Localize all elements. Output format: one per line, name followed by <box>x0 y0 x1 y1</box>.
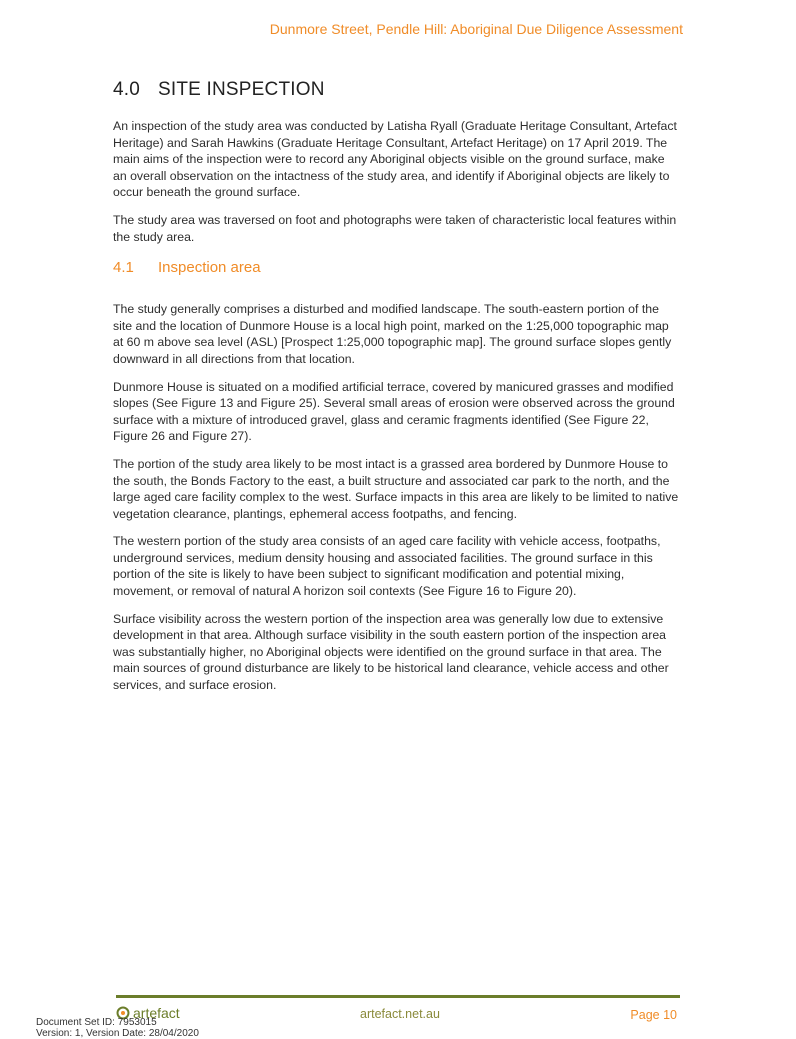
footer-divider <box>116 995 680 998</box>
section-number: 4.0 <box>113 79 141 100</box>
section-title: SITE INSPECTION <box>158 79 325 100</box>
running-header: Dunmore Street, Pendle Hill: Aboriginal Due Diligence Assessment <box>269 21 683 37</box>
paragraph: Dunmore House is situated on a modified artificial terrace, covered by manicured grasses and modified slopes (See Figure 13 and Figure 25). Several small areas of erosion were observed across the ground surface with a mixture of introduced gravel, glass and ceramic fragments identified (See Figure 22, Figure 26 and Figure 27). <box>113 379 675 444</box>
paragraph: The study generally comprises a disturbed and modified landscape. The south-eastern portion of the site and the location of Dunmore House is a local high point, marked on the 1:25,000 topographic map at 60 m above sea level (ASL) [Prospect 1:25,000 topographic map]. The ground surface slopes gently downward in all directions from that location. <box>113 302 672 366</box>
paragraph: The portion of the study area likely to be most intact is a grassed area bordered by Dunmore House to the south, the Bonds Factory to the east, a built structure and associated car park to the north, and the large aged care facility complex to the west. Surface impacts in this area are likely to be limited to native vegetation clearance, plantings, ephemeral access footpaths, and fencing. <box>113 456 679 521</box>
logo-text: artefact <box>133 1005 180 1021</box>
doc-set-id: Document Set ID: 7953015 <box>36 1017 157 1028</box>
paragraph: An inspection of the study area was conducted by Latisha Ryall (Graduate Heritage Consultant, Artefact Heritage) and Sarah Hawkins (Graduate Heritage Consultant, Artefact Heritage) on 17 April 2019. The main aims of the inspection were to record any Aboriginal objects visible on the ground surface, make an overall observation on the intactness of the study area, and identify if Aboriginal objects are likely to occur beneath the ground surface. <box>113 119 677 200</box>
subsection-title: Inspection area <box>158 259 261 277</box>
paragraph: The study area was traversed on foot and photographs were taken of characteristic local features within the study area. <box>113 212 677 244</box>
paragraph: Surface visibility across the western portion of the inspection area was generally low due to extensive development in that area. Although surface visibility in the south eastern portion of the inspection area was substantially higher, no Aboriginal objects were identified on the ground surface in that area. The main sources of ground disturbance are likely to be historical land clearance, vehicle access and other services, and surface erosion. <box>113 611 669 693</box>
page-number: Page 10 <box>630 1008 677 1022</box>
section-heading <box>113 79 325 101</box>
body-content <box>113 118 681 705</box>
footer-website[interactable]: artefact.net.au <box>360 1007 440 1021</box>
doc-version: Version: 1, Version Date: 28/04/2020 <box>36 1028 199 1039</box>
subsection-heading <box>113 259 681 276</box>
paragraph: The western portion of the study area consists of an aged care facility with vehicle access, footpaths, underground services, medium density housing and associated facilities. The ground surface in this portion of the site is likely to have been subject to significant modification and potential mixing, movement, or removal of natural A horizon soil contexts (See Figure 16 to Figure 20). <box>113 534 661 599</box>
subsection-number: 4.1 <box>113 259 134 277</box>
